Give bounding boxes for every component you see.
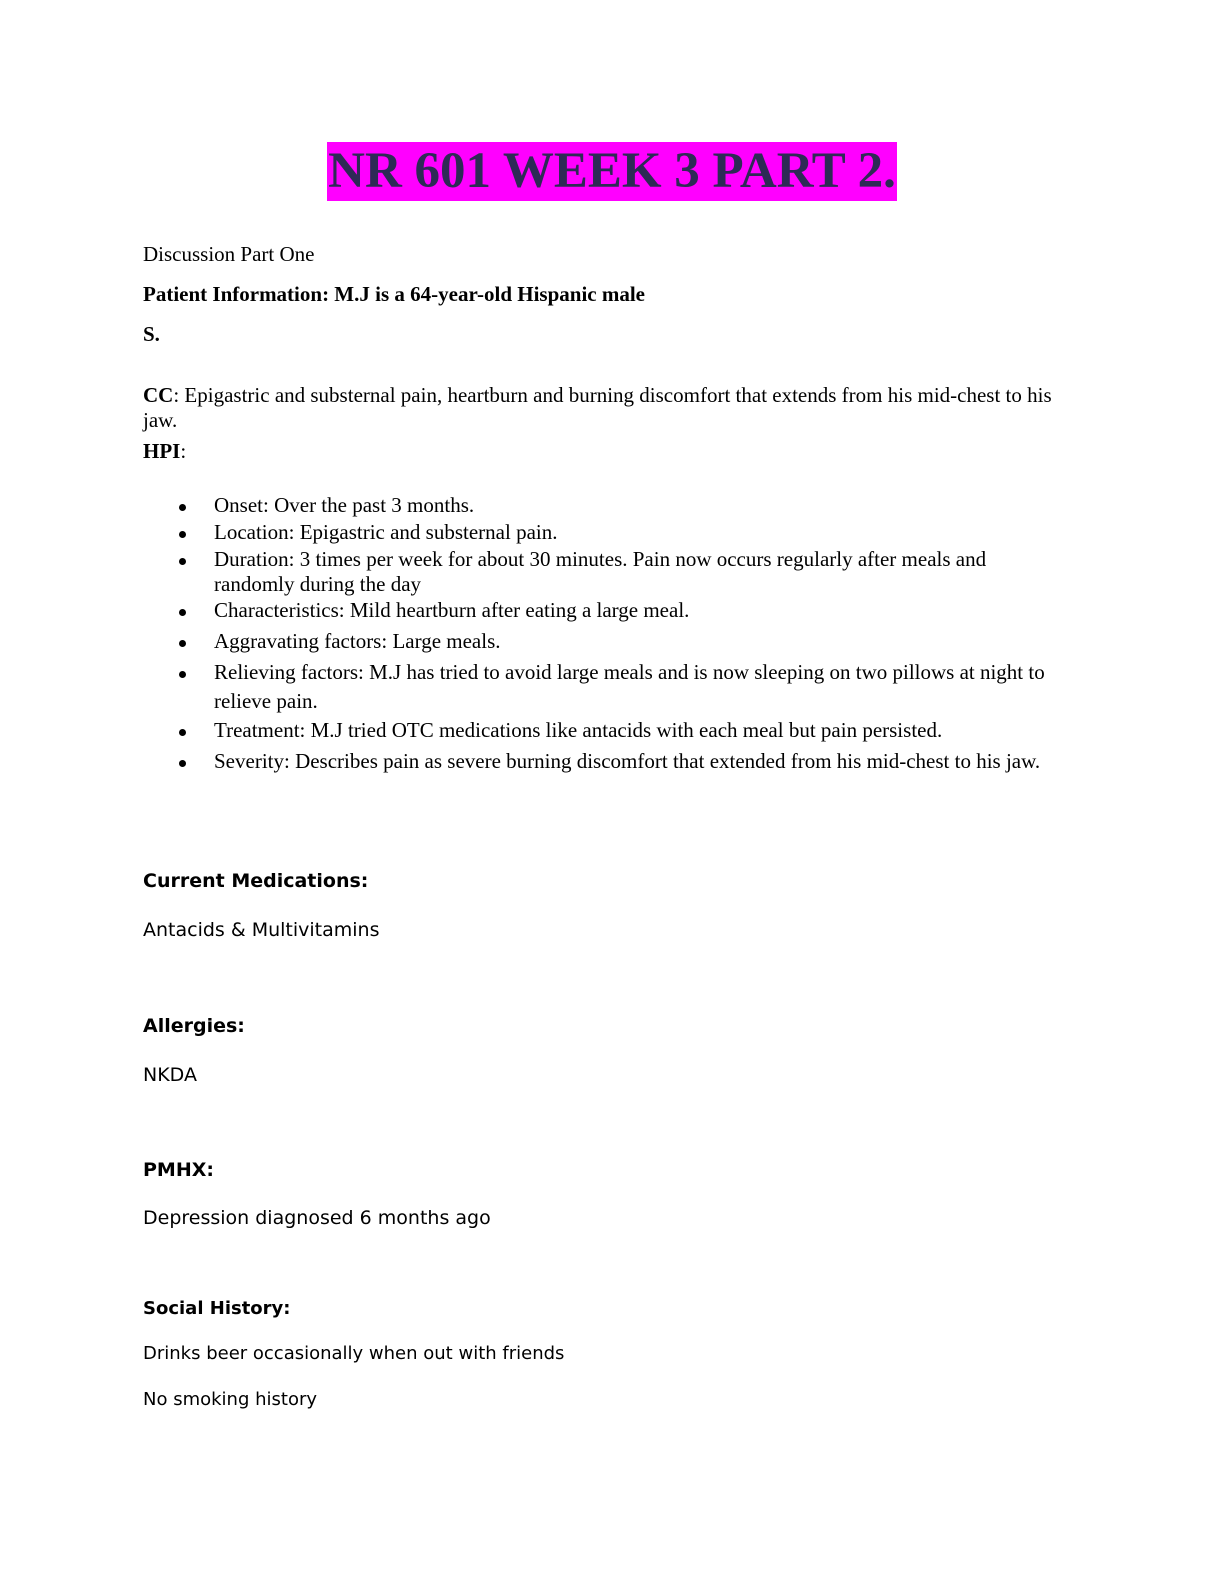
allergies-heading: Allergies: [143, 1015, 245, 1037]
cc-label: CC [143, 383, 174, 407]
pmhx-heading: PMHX: [143, 1159, 214, 1181]
bullet-icon [179, 671, 186, 678]
discussion-label: Discussion Part One [143, 242, 315, 266]
bullet-icon [179, 640, 186, 647]
title-container [0, 142, 1224, 201]
patient-information: Patient Information: M.J is a 64-year-old Hispanic male [143, 282, 646, 306]
pmhx-value: Depression diagnosed 6 months ago [143, 1207, 491, 1229]
chief-complaint [143, 383, 1063, 433]
bullet-icon [179, 531, 186, 538]
bullet-icon [179, 504, 186, 511]
hpi-heading [143, 439, 186, 464]
subjective-label: S. [143, 322, 160, 346]
bullet-icon [179, 609, 186, 616]
hpi-item-onset: Onset: Over the past 3 months. [214, 493, 475, 517]
bullet-icon [179, 558, 186, 565]
hpi-colon: : [180, 439, 187, 463]
bullet-icon [179, 760, 186, 767]
social-history-heading: Social History: [143, 1298, 291, 1319]
hpi-item-location: Location: Epigastric and substernal pain. [214, 520, 558, 544]
current-medications-heading: Current Medications: [143, 870, 369, 892]
social-history-line: No smoking history [143, 1389, 318, 1410]
hpi-item-treatment: Treatment: M.J tried OTC medications like antacids with each meal but pain persisted. [214, 718, 943, 742]
allergies-value: NKDA [143, 1064, 197, 1086]
social-history-line: Drinks beer occasionally when out with friends [143, 1343, 565, 1364]
hpi-item-aggravating: Aggravating factors: Large meals. [214, 629, 501, 653]
bullet-icon [179, 729, 186, 736]
hpi-item-relieving: Relieving factors: M.J has tried to avoid large meals and is now sleeping on two pillows at night to relieve pain. [214, 660, 1045, 713]
hpi-label: HPI [143, 439, 181, 463]
current-medications-value: Antacids & Multivitamins [143, 919, 380, 941]
hpi-item-severity: Severity: Describes pain as severe burning discomfort that extended from his mid-chest to his jaw. [214, 749, 1041, 773]
document-title: NR 601 WEEK 3 PART 2. [328, 143, 896, 199]
hpi-item-characteristics: Characteristics: Mild heartburn after eating a large meal. [214, 598, 690, 622]
hpi-item-duration: Duration: 3 times per week for about 30 minutes. Pain now occurs regularly after meals and randomly during the day [214, 547, 987, 596]
cc-text: : Epigastric and substernal pain, heartburn and burning discomfort that extends from his mid-chest to his jaw. [143, 383, 1052, 432]
